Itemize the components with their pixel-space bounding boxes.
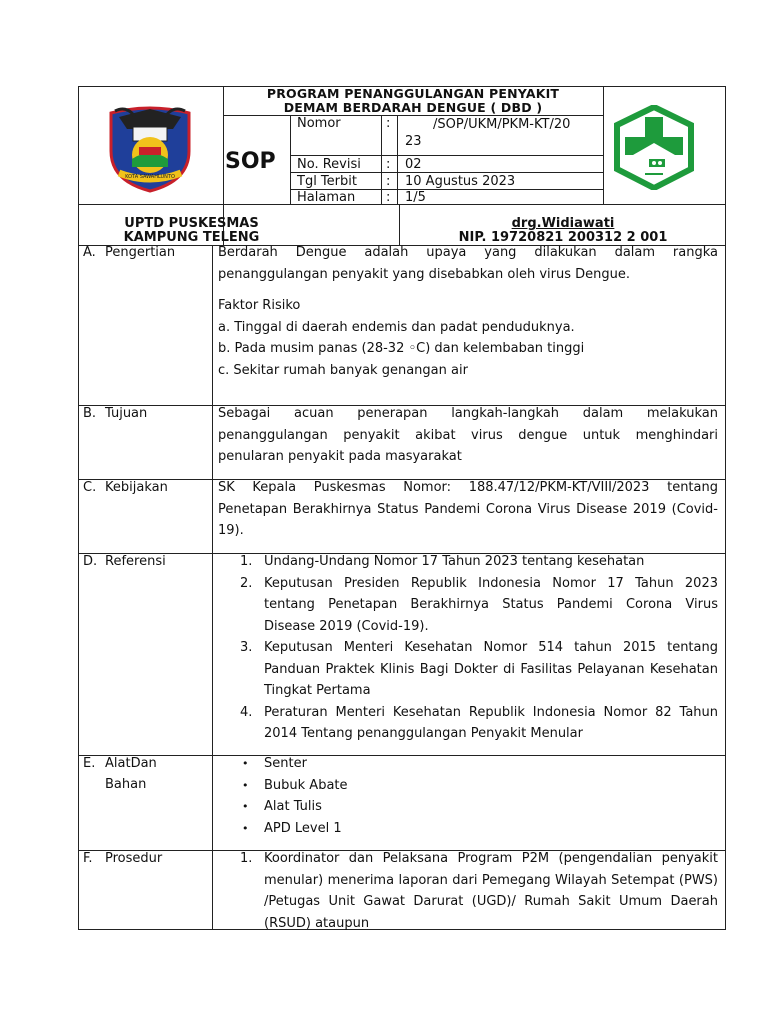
document-title bbox=[223, 87, 603, 115]
divider bbox=[79, 204, 725, 205]
meta-colon: : bbox=[386, 157, 391, 172]
sop-content-table bbox=[78, 245, 726, 930]
section-letter: C. bbox=[83, 480, 97, 495]
item-number: 4. bbox=[240, 704, 253, 720]
reference-item bbox=[218, 702, 718, 745]
unit-line-2: KAMPUNG TELENG bbox=[123, 230, 260, 245]
meta-value-halaman: 1/5 bbox=[405, 190, 426, 205]
divider bbox=[603, 87, 604, 205]
logo-lettering: KOTA SAWAHLUNTO bbox=[125, 174, 175, 180]
risk-item: b. Pada musim panas (28-32 ◦C) dan kelembaban tinggi bbox=[218, 341, 585, 356]
item-text: Peraturan Menteri Kesehatan Republik Indonesia Nomor 82 Tahun 2014 Tentang penanggulangan Penyakit Menular bbox=[264, 704, 718, 741]
section-letter: A. bbox=[83, 245, 96, 260]
item-text: Koordinator dan Pelaksana Program P2M (pengendalian penyakit menular) menerima laporan dari Pemegang Wilayah Setempat (PWS) /Petugas Unit Gawat Darurat (UGD)/ Rumah Sakit Umum Daerah (RSUD) ataupun bbox=[264, 851, 718, 931]
nomor-line-1: /SOP/UKM/PKM-KT/20 bbox=[433, 117, 571, 132]
divider bbox=[290, 172, 603, 173]
section-title: Referensi bbox=[105, 554, 166, 569]
item-text: Keputusan Presiden Republik Indonesia Nomor 17 Tahun 2023 tentang Penetapan Berakhirnya Status Pandemi Corona Virus Disease 2019 (Covid-19). bbox=[264, 575, 718, 634]
section-letter: B. bbox=[83, 406, 97, 421]
divider bbox=[290, 155, 603, 156]
section-title: Kebijakan bbox=[105, 480, 168, 495]
sop-label: SOP bbox=[225, 149, 276, 174]
meta-value-nomor bbox=[405, 116, 570, 150]
unit-line-1: UPTD PUSKESMAS bbox=[124, 216, 259, 231]
meta-label-revisi: No. Revisi bbox=[297, 157, 361, 172]
bullet-icon: • bbox=[242, 821, 249, 835]
pengertian-text: Berdarah Dengue adalah upaya yang dilakukan dalam rangka penanggulangan penyakit yang disebabkan oleh virus Dengue. bbox=[218, 245, 718, 282]
bullet-icon: • bbox=[242, 757, 249, 770]
puskesmas-logo bbox=[609, 105, 699, 190]
reference-item bbox=[218, 637, 718, 702]
item-text: Senter bbox=[264, 756, 307, 771]
section-letter: F. bbox=[83, 851, 93, 866]
meta-colon: : bbox=[386, 190, 391, 205]
kota-sawahlunto-logo bbox=[105, 103, 195, 193]
section-label-tujuan bbox=[83, 403, 147, 424]
section-body-alat-bahan bbox=[218, 753, 718, 839]
divider bbox=[290, 115, 291, 205]
title-line-1: PROGRAM PENANGGULANGAN PENYAKIT bbox=[266, 86, 560, 101]
section-label-kebijakan bbox=[83, 477, 168, 498]
meta-label-nomor: Nomor bbox=[297, 116, 341, 131]
signer-block bbox=[399, 217, 727, 245]
reference-item bbox=[218, 573, 718, 638]
section-body-pengertian bbox=[218, 242, 718, 381]
bullet-icon: • bbox=[242, 800, 249, 813]
item-number: 3. bbox=[240, 640, 253, 655]
section-label-pengertian bbox=[83, 242, 175, 263]
section-letter: E. bbox=[83, 756, 96, 771]
risk-title: Faktor Risiko bbox=[218, 298, 301, 313]
item-number: 2. bbox=[240, 575, 253, 591]
signer-name: drg.Widiawati bbox=[511, 216, 615, 231]
section-title: Tujuan bbox=[105, 406, 148, 421]
meta-label-halaman: Halaman bbox=[297, 190, 356, 205]
meta-colon: : bbox=[386, 116, 391, 131]
section-label-referensi bbox=[83, 551, 166, 572]
tool-item bbox=[218, 818, 718, 840]
meta-label-tgl-terbit: Tgl Terbit bbox=[297, 174, 357, 189]
section-letter: D. bbox=[83, 554, 98, 569]
reference-item bbox=[218, 551, 718, 573]
title-line-2: DEMAM BERDARAH DENGUE ( DBD ) bbox=[283, 100, 543, 115]
section-body-referensi bbox=[218, 551, 718, 745]
sop-header-block bbox=[78, 86, 726, 246]
signer-nip: NIP. 19720821 200312 2 001 bbox=[458, 230, 668, 245]
meta-value-tgl-terbit: 10 Agustus 2023 bbox=[405, 174, 516, 189]
item-text: Undang-Undang Nomor 17 Tahun 2023 tentang kesehatan bbox=[264, 554, 645, 569]
section-title: Prosedur bbox=[105, 851, 163, 866]
risk-item: c. Sekitar rumah banyak genangan air bbox=[218, 362, 468, 378]
risk-item: a. Tinggal di daerah endemis dan padat penduduknya. bbox=[218, 319, 575, 335]
unit-name bbox=[79, 217, 304, 245]
bullet-icon: • bbox=[242, 778, 249, 792]
procedure-item bbox=[218, 848, 718, 934]
tool-item bbox=[218, 753, 718, 775]
item-text: Bubuk Abate bbox=[264, 777, 348, 793]
section-body-kebijakan: SK Kepala Puskesmas Nomor: 188.47/12/PKM-KT/VIII/2023 tentang Penetapan Berakhirnya Status Pandemi Corona Virus Disease 2019 (Covid-19). bbox=[218, 480, 718, 538]
item-number: 1. bbox=[240, 851, 253, 866]
item-text: Keputusan Menteri Kesehatan Nomor 514 tahun 2015 tentang Panduan Praktek Klinis Bagi Dokter di Fasilitas Pelayanan Kesehatan Tingkat Pertama bbox=[264, 640, 718, 698]
divider bbox=[381, 115, 382, 205]
tool-item bbox=[218, 796, 718, 818]
section-title: AlatDan bbox=[105, 756, 157, 771]
divider bbox=[397, 115, 398, 205]
section-label-prosedur bbox=[83, 848, 162, 869]
section-label-alat-bahan bbox=[83, 753, 157, 795]
tool-item bbox=[218, 775, 718, 797]
section-title-line-2: Bahan bbox=[105, 777, 147, 792]
item-number: 1. bbox=[240, 554, 253, 569]
item-text: Alat Tulis bbox=[264, 799, 322, 814]
section-title: Pengertian bbox=[105, 245, 176, 260]
section-body-tujuan: Sebagai acuan penerapan langkah-langkah dalam melakukan penanggulangan penyakit akibat virus dengue untuk menghindari penularan penyakit pada masyarakat bbox=[218, 406, 718, 464]
meta-value-revisi: 02 bbox=[405, 157, 422, 172]
item-text: APD Level 1 bbox=[264, 820, 342, 836]
nomor-line-2: 23 bbox=[405, 134, 422, 149]
section-body-prosedur bbox=[218, 848, 718, 934]
column-divider bbox=[212, 245, 213, 929]
meta-colon: : bbox=[386, 174, 391, 189]
